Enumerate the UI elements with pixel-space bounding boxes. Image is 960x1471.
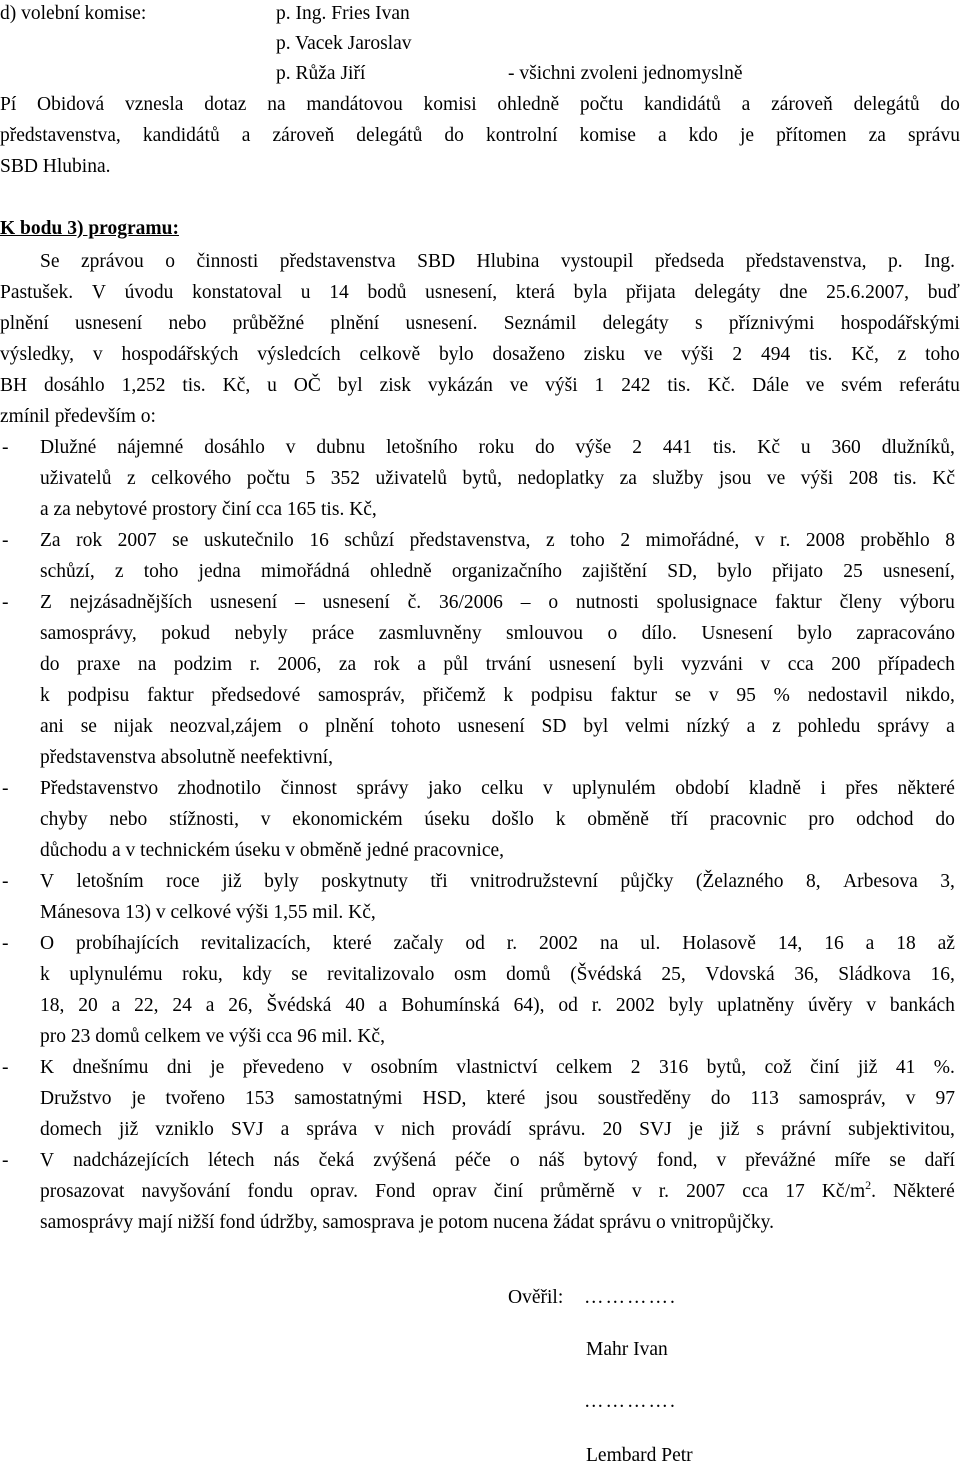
vote-note: - všichni zvoleni jednomyslně [508,63,743,84]
section-heading: K bodu 3) programu: [0,218,179,239]
commission-member: p. Vacek Jaroslav [276,33,412,54]
bullet-line: prosazovat navyšování fondu oprav. Fond oprav činí průměrně v r. 2007 cca 17 $Kč/m^2$. Některé [40,1178,955,1202]
commission-member: p. Ing. Fries Ivan [276,3,410,24]
bullet-dash: - [2,530,9,551]
bullet-line: samosprávy, pokud nebyly práce zasmluvněny smlouvou o dílo. Usnesení bylo zapracováno [40,623,955,644]
bullet-line: 18, 20 a 22, 24 a 26, Švédská 40 a Bohumínská 64), od r. 2002 byly uplatněny úvěry v bankách [40,995,955,1016]
bullet-line: chyby nebo stížnosti, v ekonomickém úseku došlo k obměně tří pracovnic pro odchod do [40,809,955,830]
bullet-line: a za nebytové prostory činí cca 165 tis. Kč, [40,499,377,520]
verified-label: Ověřil: [508,1287,564,1308]
paragraph-line: zmínil především o: [0,406,156,427]
bullet-line: ani se nijak neozval,zájem o plnění tohoto usnesení SD byl velmi nízký a z pohledu správy a [40,716,955,737]
bullet-line: důchodu a v technickém úseku v obměně jedné pracovnice, [40,840,505,861]
bullet-line: O probíhajících revitalizacích, které začaly od r. 2002 na ul. Holasově 14, 16 a 18 až [40,933,955,954]
superscript: 2 [865,1178,872,1192]
bullet-line: do praxe na podzim r. 2006, za rok a půl trvání usnesení byli vyzváni v cca 200 případech [40,654,955,675]
bullet-line: domech již vzniklo SVJ a správa v nich provádí správu. 20 SVJ je již s právní subjektivitou, [40,1119,955,1140]
bullet-dash: - [2,871,9,892]
bullet-line: V nadcházejících létech nás čeká zvýšená péče o náš bytový fond, v převážné míře se daří [40,1150,955,1171]
bullet-line: Dlužné nájemné dosáhlo v dubnu letošního roku do výše 2 441 tis. Kč u 360 dlužníků, [40,437,955,458]
paragraph-line: výsledky, v hospodářských výsledcích celkově bylo dosaženo zisku ve výši 2 494 tis. Kč, z toho [0,344,960,365]
paragraph-line: představenstva, kandidátů a zároveň delegátů do kontrolní komise a kdo je přítomen za správu [0,125,960,146]
bullet-dash: - [2,437,9,458]
paragraph-line: Pí Obidová vznesla dotaz na mandátovou komisi ohledně počtu kandidátů a zároveň delegátů do [0,94,960,115]
bullet-line: schůzí, z toho jedna mimořádná ohledně organizačního zajištění SD, bylo přijato 25 usnesení, [40,561,955,582]
signature-dots: …………. [584,1391,677,1412]
bullet-dash: - [2,778,9,799]
bullet-dash: - [2,933,9,954]
bullet-line: samosprávy mají nižší fond údržby, samosprava je potom nucena žádat správu o vnitropůjčky. [40,1212,774,1233]
paragraph-line: plnění usnesení nebo průběžné plnění usnesení. Seznámil delegáty s příznivými hospodářskými [0,313,960,334]
bullet-dash: - [2,1057,9,1078]
paragraph-line: SBD Hlubina. [0,156,111,177]
bullet-line: k uplynulému roku, kdy se revitalizovalo osm domů (Švédská 25, Vdovská 36, Sládkova 16, [40,964,955,985]
bullet-dash: - [2,1150,9,1171]
signatory-name: Mahr Ivan [586,1339,668,1360]
bullet-line: K dnešnímu dni je převedeno v osobním vlastnictví celkem 2 316 bytů, což činí již 41 %. [40,1057,955,1078]
paragraph-line: Se zprávou o činnosti představenstva SBD Hlubina vystoupil předseda představenstva, p. Ing. [40,251,955,272]
bullet-dash: - [2,592,9,613]
bullet-line: Představenstvo zhodnotilo činnost správy jako celku v uplynulém období kladně i přes některé [40,778,955,799]
bullet-line: V letošním roce již byly poskytnuty tři vnitrodružstevní půjčky (Želazného 8, Arbesova 3, [40,871,955,892]
commission-member: p. Růža Jiří [276,63,366,84]
bullet-line: uživatelů z celkového počtu 5 352 uživatelů bytů, nedoplatky za služby jsou ve výši 208 tis. Kč [40,468,955,489]
bullet-line: Mánesova 13) v celkové výši 1,55 mil. Kč, [40,902,376,923]
signatory-name: Lembard Petr [586,1445,693,1466]
paragraph-line: Pastušek. V úvodu konstatoval u 14 bodů usnesení, která byla přijata delegáty dne 25.6.2007, buď [0,282,960,303]
bullet-line: představenstva absolutně neefektivní, [40,747,333,768]
paragraph-line: BH dosáhlo 1,252 tis. Kč, u OČ byl zisk vykázán ve výši 1 242 tis. Kč. Dále ve svém referátu [0,375,960,396]
bullet-line: Za rok 2007 se uskutečnilo 16 schůzí představenstva, z toho 2 mimořádné, v r. 2008 proběhlo 8 [40,530,955,551]
bullet-line: k podpisu faktur předsedové samospráv, přičemž k podpisu faktur se v 95 % nedostavil nikdo, [40,685,955,706]
bullet-line: Z nejzásadnějších usnesení – usnesení č. 36/2006 – o nutnosti spolusignace faktur členy výboru [40,592,955,613]
bullet-line: pro 23 domů celkem ve výši cca 96 mil. Kč, [40,1026,385,1047]
commission-label: d) volební komise: [0,3,147,24]
signature-dots: …………. [584,1287,677,1308]
bullet-line: Družstvo je tvořeno 153 samostatnými HSD, které jsou soustředěny do 113 samospráv, v 97 [40,1088,955,1109]
